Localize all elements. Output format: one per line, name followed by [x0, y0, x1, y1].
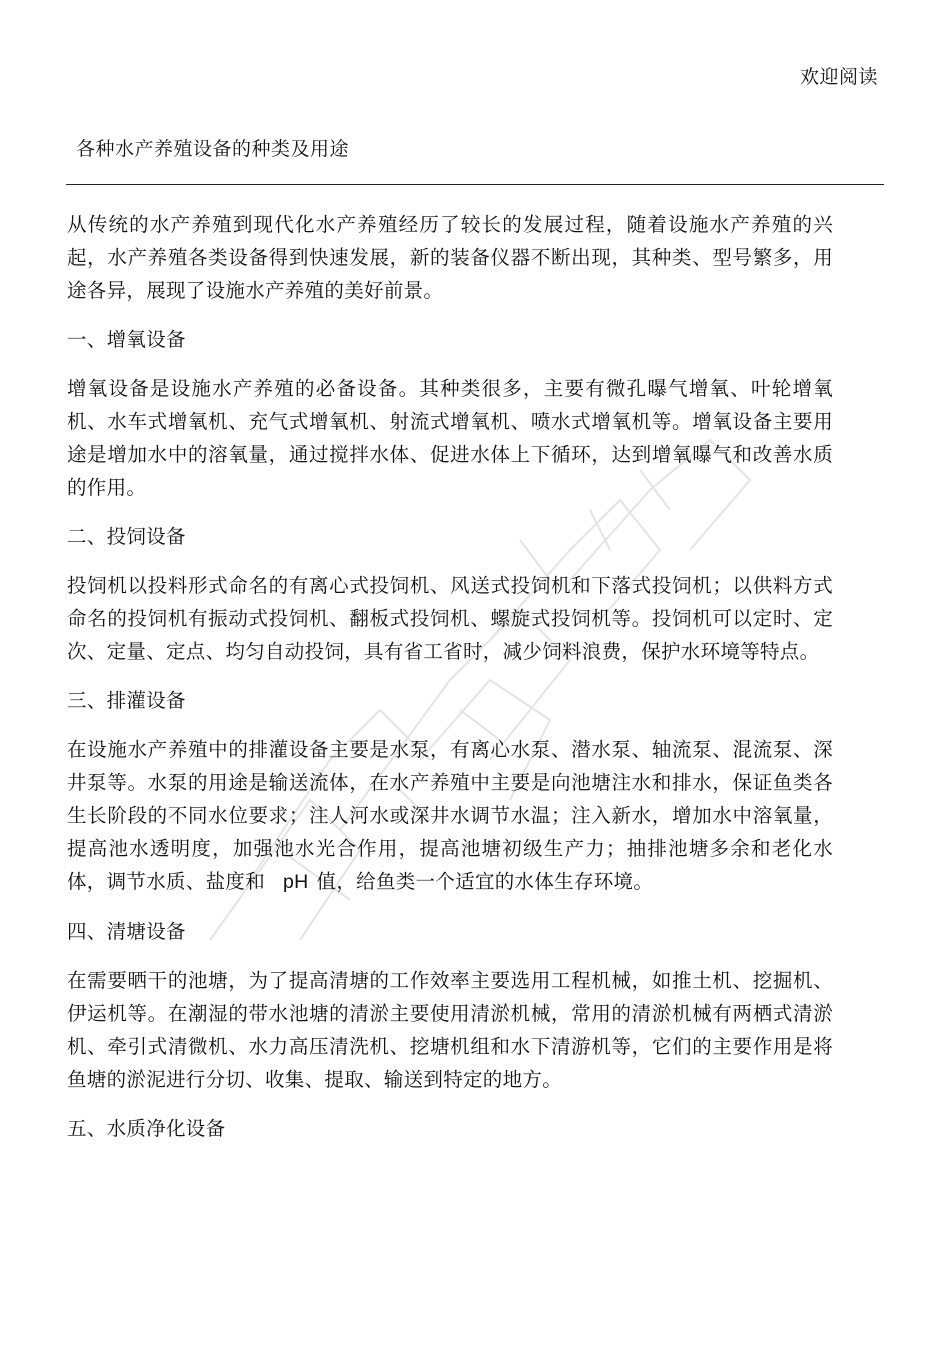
irrigation-text-part-1: 在设施水产养殖中的排灌设备主要是水泵，有离心水泵、潜水泵、轴流泵、混流泵、深井泵等。水泵的用途是输送流体，在水产养殖中主要是向池塘注水和排水，保证鱼类各生长阶段的不同水位要求；注人河水或深井水调节水温；注入新水，增加水中溶氧量，提高池水透明度，加强池水光合作用，提高池塘初级生产力；抽排池塘多余和老化水体，调节水质、盐度和: [67, 738, 833, 893]
title-divider: [66, 184, 884, 185]
document-body: [67, 208, 833, 1161]
irrigation-text-ph: pH: [283, 871, 309, 893]
section-body-irrigation: [67, 733, 833, 899]
section-heading-feeding: 二、投饲设备: [67, 525, 186, 548]
section-body-oxygenation: 增氧设备是设施水产养殖的必备设备。其种类很多，主要有微孔曝气增氧、叶轮增氧机、水车式增氧机、充气式增氧机、射流式增氧机、喷水式增氧机等。增氧设备主要用途是增加水中的溶氧量，通过搅拌水体、促进水体上下循环，达到增氧曝气和改善水质的作用。: [67, 377, 833, 499]
section-body-feeding: 投饲机以投料形式命名的有离心式投饲机、风送式投饲机和下落式投饲机；以供料方式命名的投饲机有振动式投饲机、翻板式投饲机、螺旋式投饲机等。投饲机可以定时、定次、定量、定点、均匀自动投饲，具有省工省时，减少饲料浪费，保护水环境等特点。: [67, 574, 833, 663]
section-heading-irrigation: 三、排灌设备: [67, 689, 186, 712]
irrigation-text-part-2: 值，给鱼类一个适宜的水体生存环境。: [316, 870, 654, 893]
section-heading-water-purification: 五、水质净化设备: [67, 1117, 226, 1140]
document-title: 各种水产养殖设备的种类及用途: [76, 138, 350, 160]
intro-paragraph: 从传统的水产养殖到现代化水产养殖经历了较长的发展过程，随着设施水产养殖的兴起，水产养殖各类设备得到快速发展，新的装备仪器不断出现，其种类、型号繁多，用途各异，展现了设施水产养殖的美好前景。: [67, 213, 833, 302]
header-note: 欢迎阅读: [799, 66, 878, 88]
section-body-pond-cleaning: 在需要晒干的池塘，为了提高清塘的工作效率主要选用工程机械，如推土机、挖掘机、伊运机等。在潮湿的带水池塘的清淤主要使用清淤机械，常用的清淤机械有两栖式清淤机、牵引式清微机、水力高压清洗机、挖塘机组和水下清游机等，它们的主要作用是将鱼塘的淤泥进行分切、收集、提取、输送到特定的地方。: [67, 969, 833, 1091]
section-heading-pond-cleaning: 四、清塘设备: [67, 920, 186, 943]
section-heading-oxygenation: 一、增氧设备: [67, 328, 186, 351]
